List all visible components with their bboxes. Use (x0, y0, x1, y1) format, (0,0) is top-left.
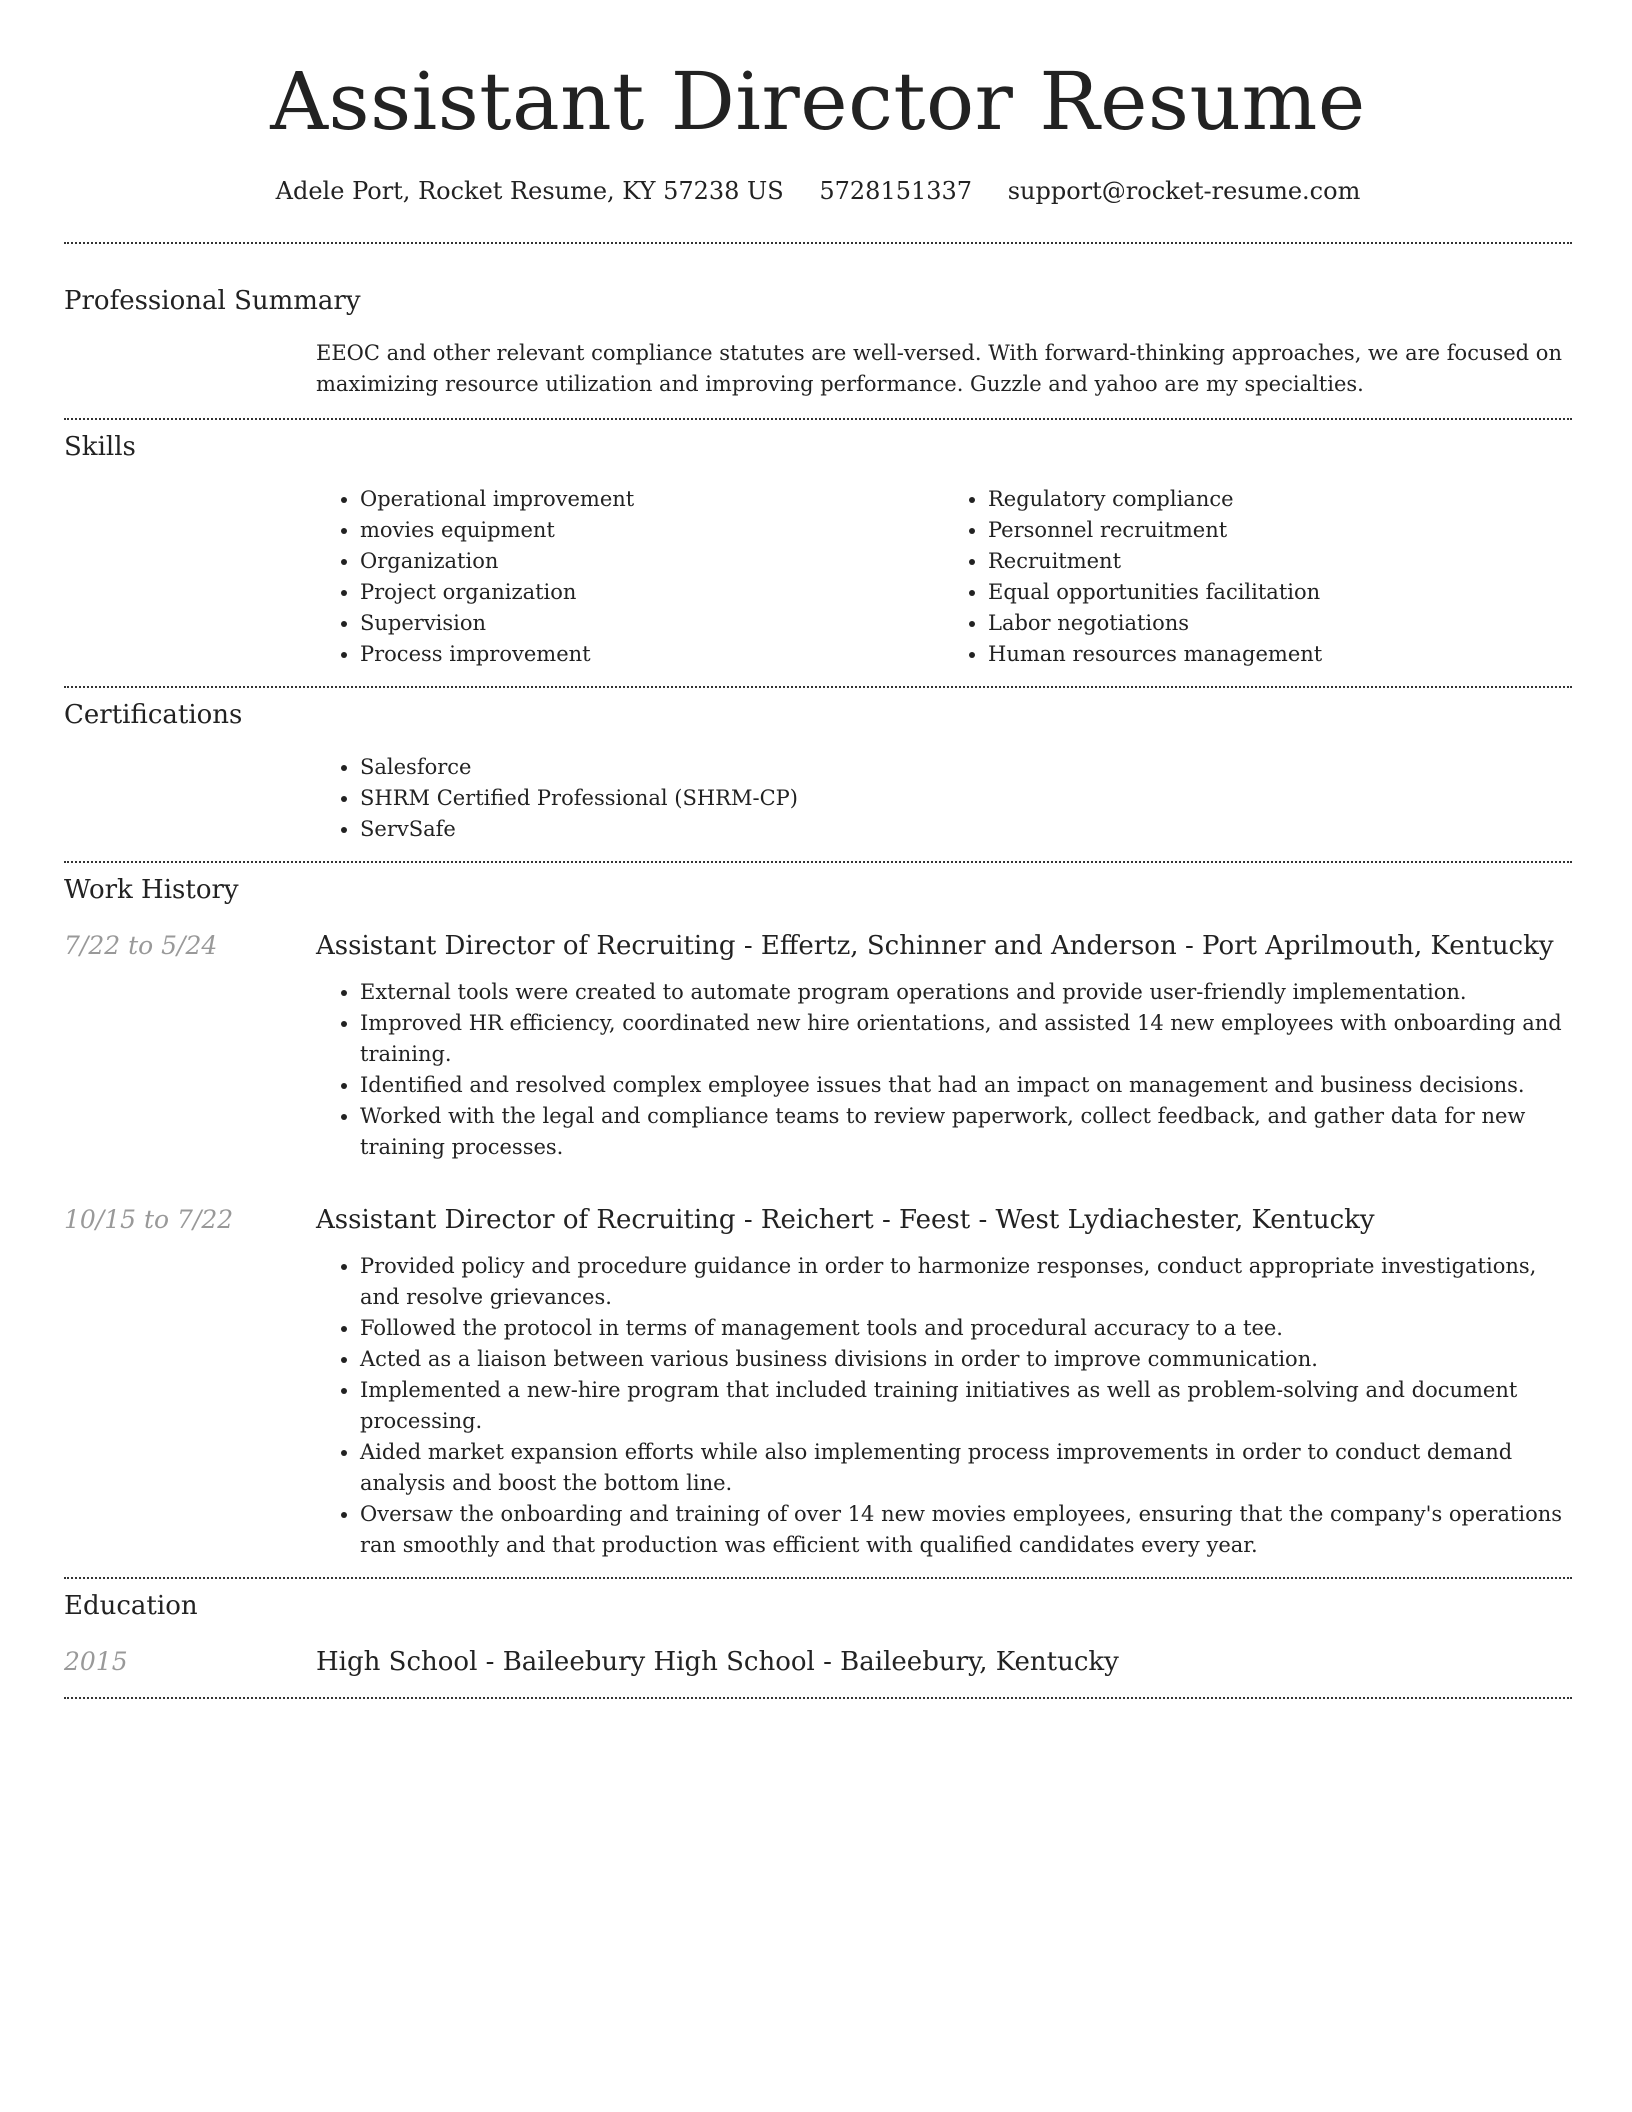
skill-item: • Process improvement (360, 639, 944, 670)
page-title: Assistant Director Resume (270, 55, 1366, 148)
job-bullet: • Worked with the legal and compliance teams to review paperwork, collect feedback, and gather data for new training processes. (360, 1101, 1572, 1163)
divider (64, 686, 1572, 688)
contact-line (64, 174, 1572, 208)
summary-section (64, 284, 1572, 400)
job-bullet: • Oversaw the onboarding and training of over 14 new movies employees, ensuring that the company's operations ran smoothly and that production was efficient with qualified candidates every year. (360, 1499, 1572, 1561)
job-bullet: • Identified and resolved complex employee issues that had an impact on management and business decisions. (360, 1070, 1572, 1101)
summary-heading: Professional Summary (64, 286, 361, 316)
skill-item: • Supervision (360, 608, 944, 639)
certifications-list (316, 752, 1572, 845)
education-section (64, 1589, 1572, 1679)
job-dates: 10/15 to 7/22 (64, 1205, 234, 1234)
divider (64, 418, 1572, 420)
certifications-heading: Certifications (64, 700, 243, 730)
contact-email: support@rocket-resume.com (1007, 177, 1361, 205)
work-history-section (64, 873, 1572, 1561)
job-title: Assistant Director of Recruiting - Reichert - Feest - West Lydiachester, Kentucky (316, 1205, 1375, 1235)
certification-item: • SHRM Certified Professional (SHRM-CP) (360, 783, 1572, 814)
resume-page (64, 0, 1572, 1699)
job-entry (64, 1203, 1572, 1561)
job-entry (64, 929, 1572, 1163)
job-bullet: • Improved HR efficiency, coordinated new hire orientations, and assisted 14 new employees with onboarding and training. (360, 1008, 1572, 1070)
skill-item: • Project organization (360, 577, 944, 608)
divider (64, 1577, 1572, 1579)
job-bullet: • Implemented a new-hire program that included training initiatives as well as problem-solving and document processing. (360, 1375, 1572, 1437)
contact-address: Adele Port, Rocket Resume, KY 57238 US (275, 177, 784, 205)
divider (64, 861, 1572, 863)
education-entry (64, 1645, 1572, 1679)
job-bullet: • Provided policy and procedure guidance in order to harmonize responses, conduct appropriate investigations, and resolve grievances. (360, 1251, 1572, 1313)
job-dates: 7/22 to 5/24 (64, 931, 218, 960)
job-bullet: • Aided market expansion efforts while also implementing process improvements in order to conduct demand analysis and boost the bottom line. (360, 1437, 1572, 1499)
job-title: Assistant Director of Recruiting - Effertz, Schinner and Anderson - Port Aprilmouth, Kentucky (316, 931, 1554, 961)
job-header (64, 929, 1572, 963)
skill-item: • movies equipment (360, 515, 944, 546)
job-bullet: • Acted as a liaison between various business divisions in order to improve communication. (360, 1344, 1572, 1375)
skills-heading: Skills (64, 432, 136, 462)
skill-item: • Equal opportunities facilitation (988, 577, 1572, 608)
certification-item: • Salesforce (360, 752, 1572, 783)
education-year: 2015 (64, 1647, 128, 1676)
contact-phone: 5728151337 (819, 177, 973, 205)
divider (64, 242, 1572, 244)
skill-item: • Organization (360, 546, 944, 577)
skill-item: • Labor negotiations (988, 608, 1572, 639)
job-bullets (316, 1251, 1572, 1561)
certifications-section (64, 698, 1572, 845)
job-bullet: • External tools were created to automate program operations and provide user-friendly implementation. (360, 977, 1572, 1008)
divider (64, 1697, 1572, 1699)
skill-item: • Operational improvement (360, 484, 944, 515)
job-bullets (316, 977, 1572, 1163)
skills-columns (316, 484, 1572, 670)
job-header (64, 1203, 1572, 1237)
skills-list-left (316, 484, 944, 670)
education-heading: Education (64, 1591, 198, 1621)
certification-item: • ServSafe (360, 814, 1572, 845)
skills-list-right (944, 484, 1572, 670)
education-title: High School - Baileebury High School - Baileebury, Kentucky (316, 1647, 1119, 1677)
skills-section (64, 430, 1572, 670)
skill-item: • Regulatory compliance (988, 484, 1572, 515)
skill-item: • Human resources management (988, 639, 1572, 670)
job-bullet: • Followed the protocol in terms of management tools and procedural accuracy to a tee. (360, 1313, 1572, 1344)
skill-item: • Recruitment (988, 546, 1572, 577)
skill-item: • Personnel recruitment (988, 515, 1572, 546)
work-history-heading: Work History (64, 875, 239, 905)
summary-text: EEOC and other relevant compliance statutes are well-versed. With forward-thinking approaches, we are focused on maximizing resource utilization and improving performance. Guzzle and yahoo are my specialties. (316, 341, 1562, 396)
